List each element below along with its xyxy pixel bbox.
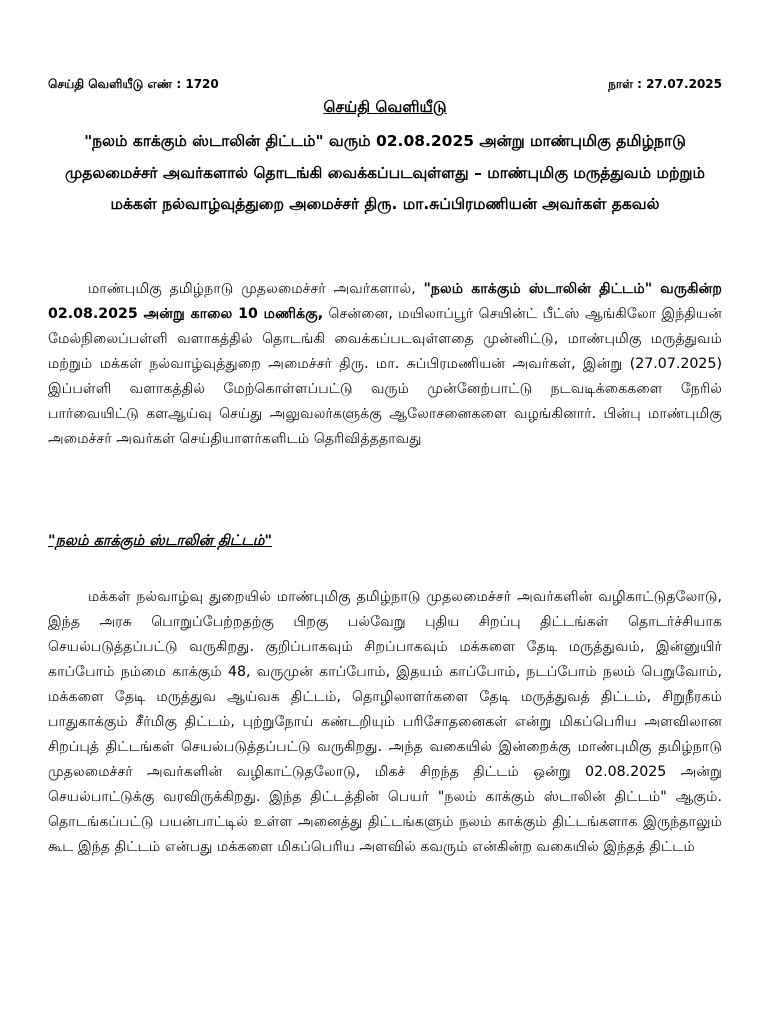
meta-row <box>48 77 722 95</box>
paragraph-body: மக்கள் நல்வாழ்வு துறையில் மாண்புமிகு தமிழ்நாடு முதலமைச்சர் அவர்களின் வழிகாட்டுதலோடு, இந்த அரசு பொறுப்பேற்றதற்கு பிறகு பல்வேறு புதிய சிறப்பு திட்டங்கள் தொடர்ச்சியாக செயல்படுத்தப்பட்டு வருகிறது. குறிப்பாகவும் சிறப்பாகவும் மக்களை தேடி மருத்துவம், இன்னுயிர் காப்போம் நம்மை காக்கும் 48, வருமுன் காப்போம், இதயம் காப்போம், நடப்போம் நலம் பெறுவோம், மக்களை தேடி மருத்துவ ஆய்வக திட்டம், தொழிலாளர்களை தேடி மருத்துவத் திட்டம், சிறுநீரகம் பாதுகாக்கும் சீர்மிகு திட்டம், புற்றுநோய் கண்டறியும் பரிசோதனைகள் என்று மிகப்பெரிய அளவிலான சிறப்புத் திட்டங்கள் செயல்படுத்தப்பட்டு வருகிறது. அந்த வகையில் இன்றைக்கு மாண்புமிகு தமிழ்நாடு முதலமைச்சர் அவர்களின் வழிகாட்டுதலோடு, மிகச் சிறந்த திட்டம் ஒன்று 02.08.2025 அன்று செயல்பாட்டுக்கு வரவிருக்கிறது. இந்த திட்டத்தின் பெயர் "நலம் காக்கும் ஸ்டாலின் திட்டம்" ஆகும். தொடங்கப்பட்டு பயன்பாட்டில் உள்ள அனைத்து திட்டங்களும் நலம் காக்கும் திட்டங்களாக இருந்தாலும் கூட இந்த திட்டம் என்பது மக்களை மிகப்பெரிய அளவில் கவரும் என்கின்ற வகையில் இந்தத் திட்டம் <box>48 589 722 856</box>
document-title: "நலம் காக்கும் ஸ்டாலின் திட்டம்" வரும் 02.08.2025 அன்று மாண்புமிகு தமிழ்நாடு முதலமைச்சர் அவர்களால் தொடங்கி வைக்கப்படவுள்ளது – மாண்புமிகு மருத்துவம் மற்றும் மக்கள் நல்வாழ்வுத்துறை அமைச்சர் திரு. மா.சுப்பிரமணியன் அவர்கள் தகவல் <box>65 132 705 213</box>
paragraph-intro-part3: சென்னை, மயிலாப்பூர் செயின்ட் பீட்ஸ் ஆங்கிலோ இந்தியன் மேல்நிலைப்பள்ளி வளாகத்தில் தொடங்கி வைக்கப்படவுள்ளதை முன்னிட்டு, மாண்புமிகு மருத்துவம் மற்றும் மக்கள் நல்வாழ்வுத்துறை அமைச்சர் திரு. மா. சுப்பிரமணியன் அவர்கள், இன்று (27.07.2025) இப்பள்ளி வளாகத்தில் மேற்கொள்ளப்பட்டு வரும் முன்னேற்பாட்டு நடவடிக்கைகளை நேரில் பார்வையிட்டு களஆய்வு செய்து அலுவலர்களுக்கு ஆலோசனைகளை வழங்கினார். பின்பு மாண்புமிகு அமைச்சர் அவர்கள் செய்தியாளர்களிடம் தெரிவித்ததாவது <box>48 306 722 448</box>
paragraph-intro-part1: மாண்புமிகு தமிழ்நாடு முதலமைச்சர் அவர்களால், <box>88 281 424 298</box>
paragraph-intro-bold: "நலம் காக்கும் ஸ்டாலின் திட்டம்" வருகின்ற 02.08.2025 அன்று காலை 10 மணிக்கு, <box>48 281 723 323</box>
section-subheading: "நலம் காக்கும் ஸ்டாலின் திட்டம்" <box>48 533 273 549</box>
paragraph-intro <box>48 277 722 452</box>
release-date: நாள் : 27.07.2025 <box>608 77 722 91</box>
document-heading: செய்தி வெளியீடு <box>323 98 447 116</box>
release-number: செய்தி வெளியீடு எண் : 1720 <box>48 77 219 91</box>
